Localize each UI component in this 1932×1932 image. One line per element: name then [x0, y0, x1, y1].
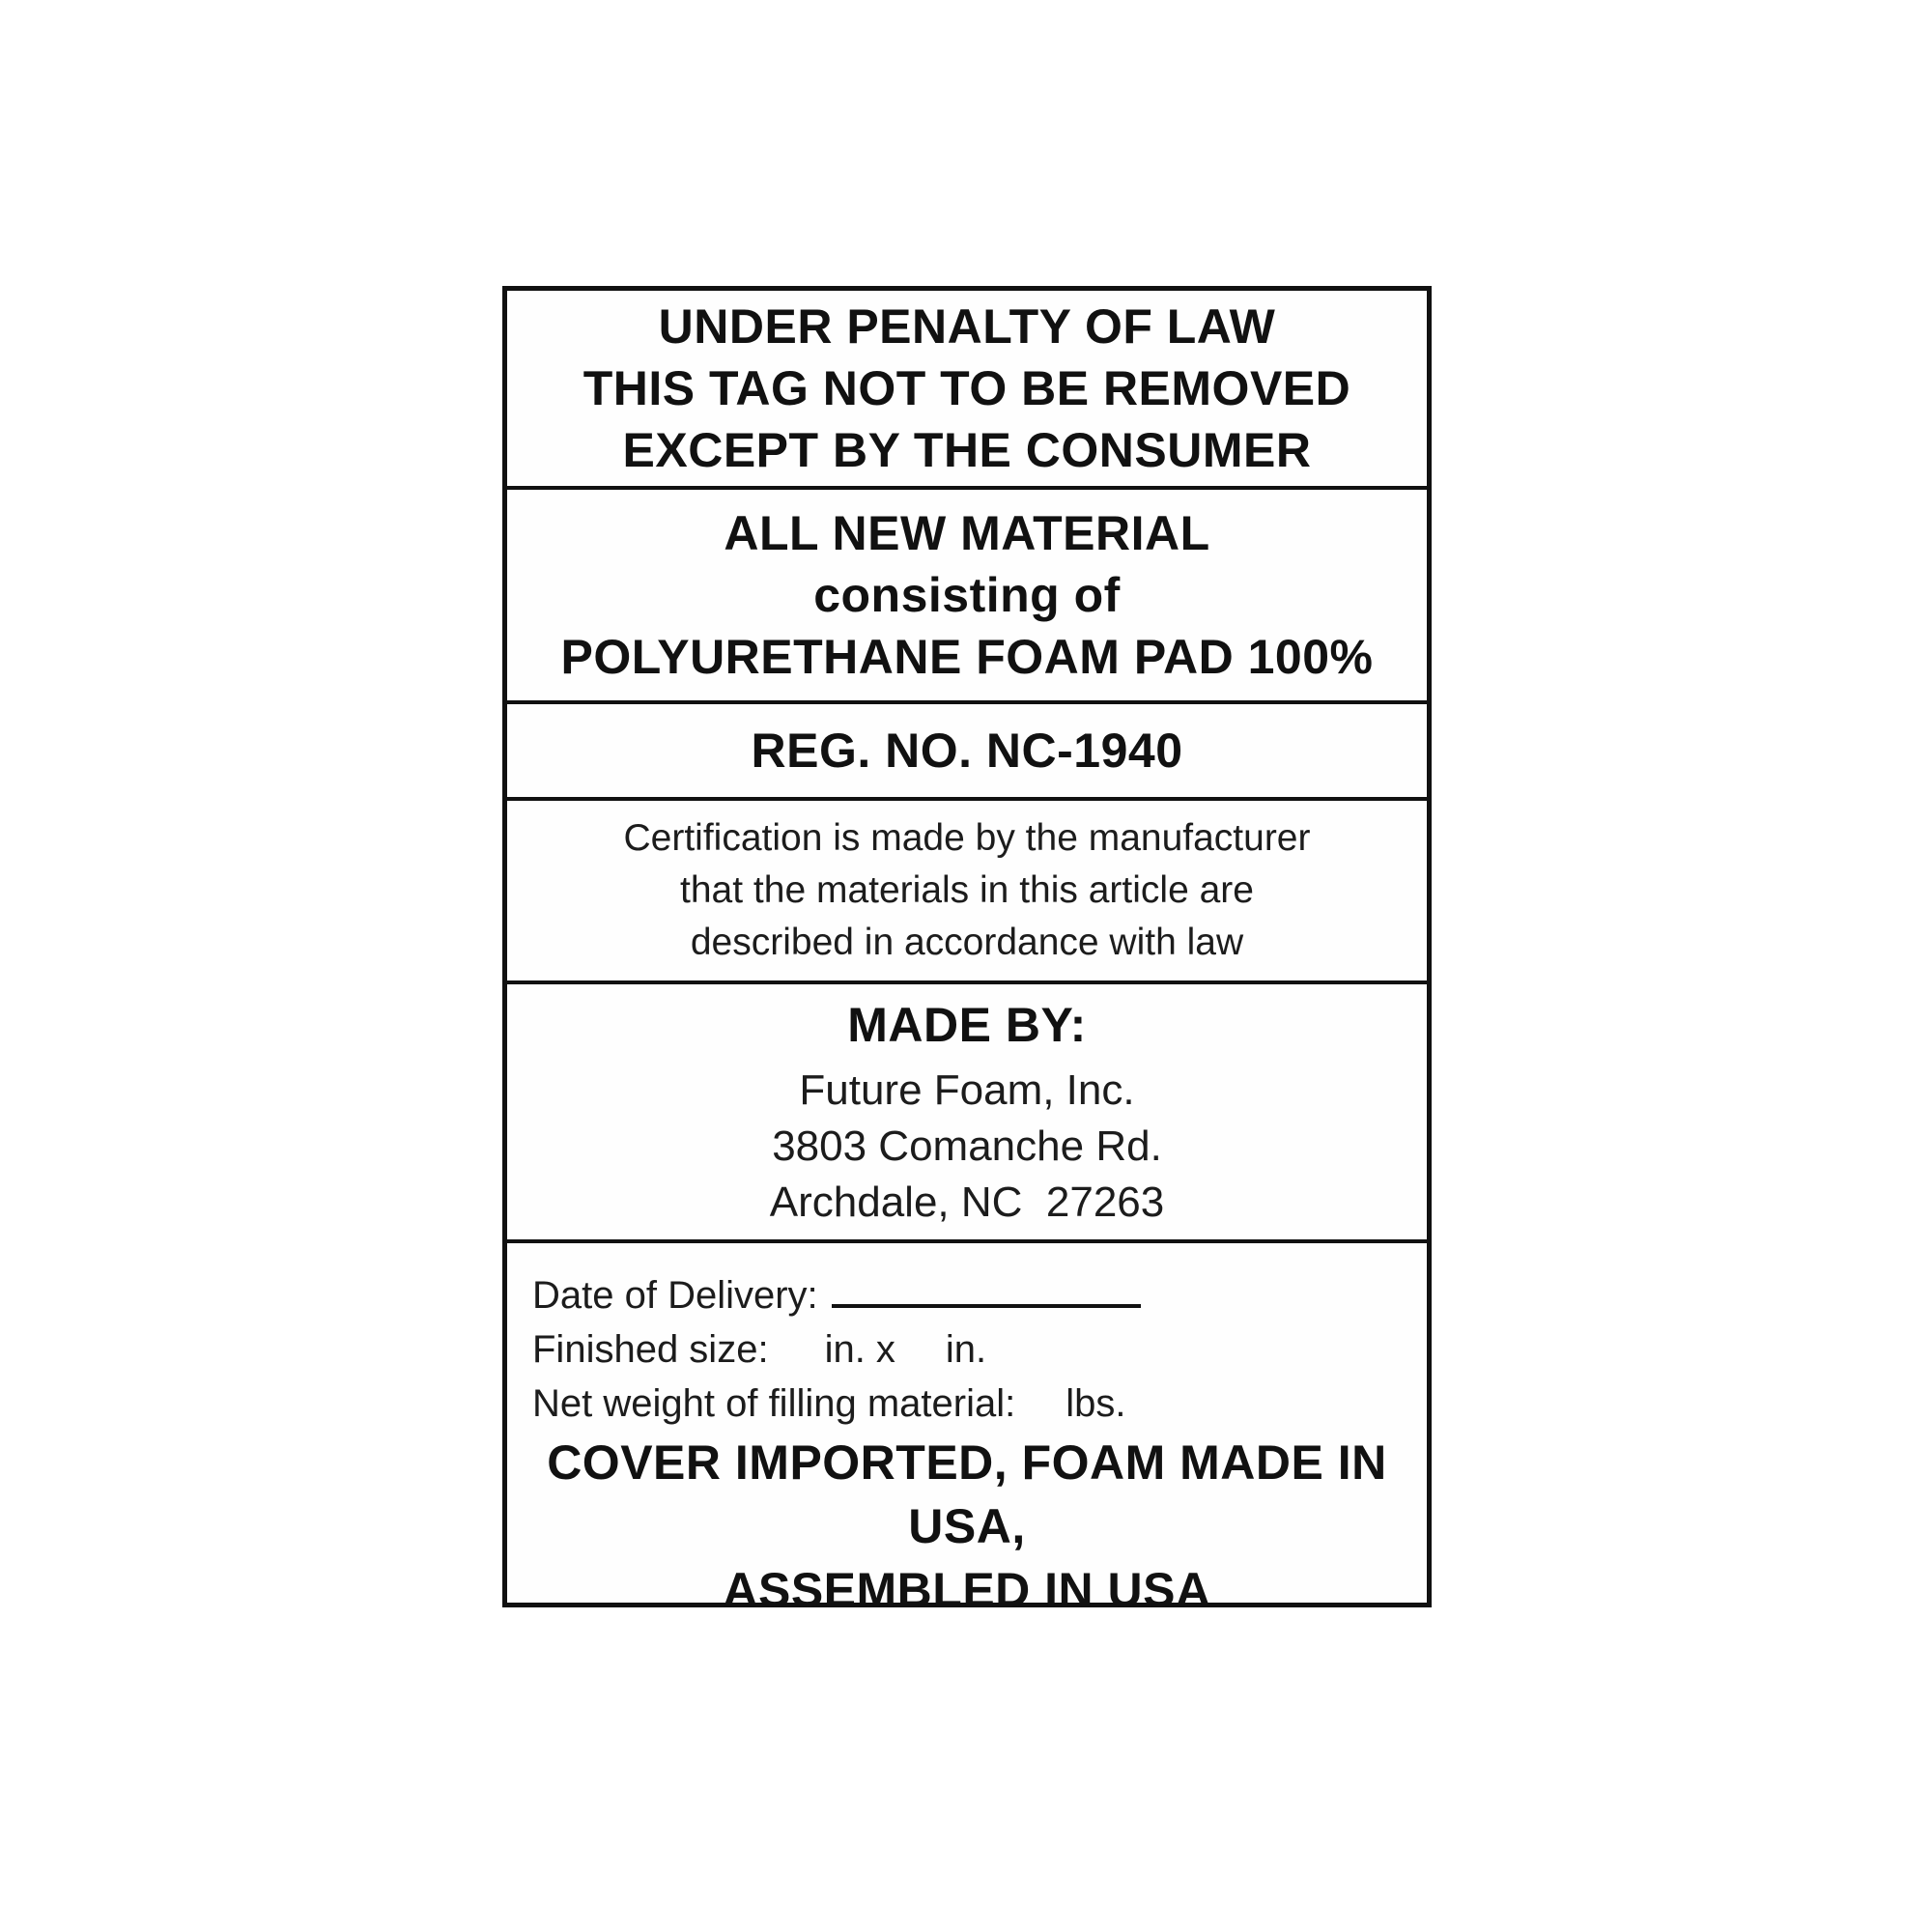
finished-size-unit-1: in. x	[824, 1328, 895, 1371]
fill-in-fields	[507, 1243, 1427, 1431]
finished-size-row	[532, 1322, 1402, 1377]
penalty-line-1: UNDER PENALTY OF LAW	[658, 299, 1276, 354]
net-weight-row	[532, 1377, 1402, 1431]
manufacturer-city-state-zip: Archdale, NC 27263	[769, 1179, 1165, 1226]
finished-size-label: Finished size:	[532, 1328, 769, 1371]
law-tag-label	[502, 286, 1432, 1617]
made-by-heading: MADE BY:	[847, 998, 1087, 1052]
section-certification	[507, 801, 1427, 984]
finished-size-unit-2: in.	[945, 1328, 987, 1371]
material-line-3: POLYURETHANE FOAM PAD 100%	[560, 630, 1374, 684]
net-weight-unit: lbs.	[1065, 1382, 1126, 1425]
penalty-line-2: THIS TAG NOT TO BE REMOVED	[582, 361, 1351, 415]
penalty-line-3: EXCEPT BY THE CONSUMER	[622, 423, 1312, 477]
registration-number: REG. NO. NC-1940	[751, 724, 1183, 778]
origin-line-1: COVER IMPORTED, FOAM MADE IN USA,	[547, 1435, 1402, 1553]
section-registration-number	[507, 704, 1427, 801]
date-of-delivery-blank	[832, 1269, 1141, 1308]
manufacturer-name: Future Foam, Inc.	[799, 1066, 1135, 1114]
date-of-delivery-row	[532, 1268, 1402, 1322]
net-weight-label: Net weight of filling material:	[532, 1382, 1016, 1425]
date-of-delivery-label: Date of Delivery:	[532, 1274, 818, 1317]
section-made-by	[507, 984, 1427, 1243]
origin-line-2: ASSEMBLED IN USA	[723, 1563, 1211, 1617]
certification-line-1: Certification is made by the manufacturer	[623, 817, 1311, 859]
section-penalty-notice	[507, 291, 1427, 490]
origin-statement	[507, 1431, 1427, 1647]
manufacturer-street: 3803 Comanche Rd.	[772, 1122, 1162, 1170]
section-delivery-details	[507, 1243, 1427, 1617]
section-material-contents	[507, 490, 1427, 704]
certification-line-2: that the materials in this article are	[680, 869, 1254, 911]
material-line-2: consisting of	[813, 568, 1121, 622]
certification-line-3: described in accordance with law	[690, 922, 1244, 963]
material-line-1: ALL NEW MATERIAL	[724, 506, 1210, 560]
